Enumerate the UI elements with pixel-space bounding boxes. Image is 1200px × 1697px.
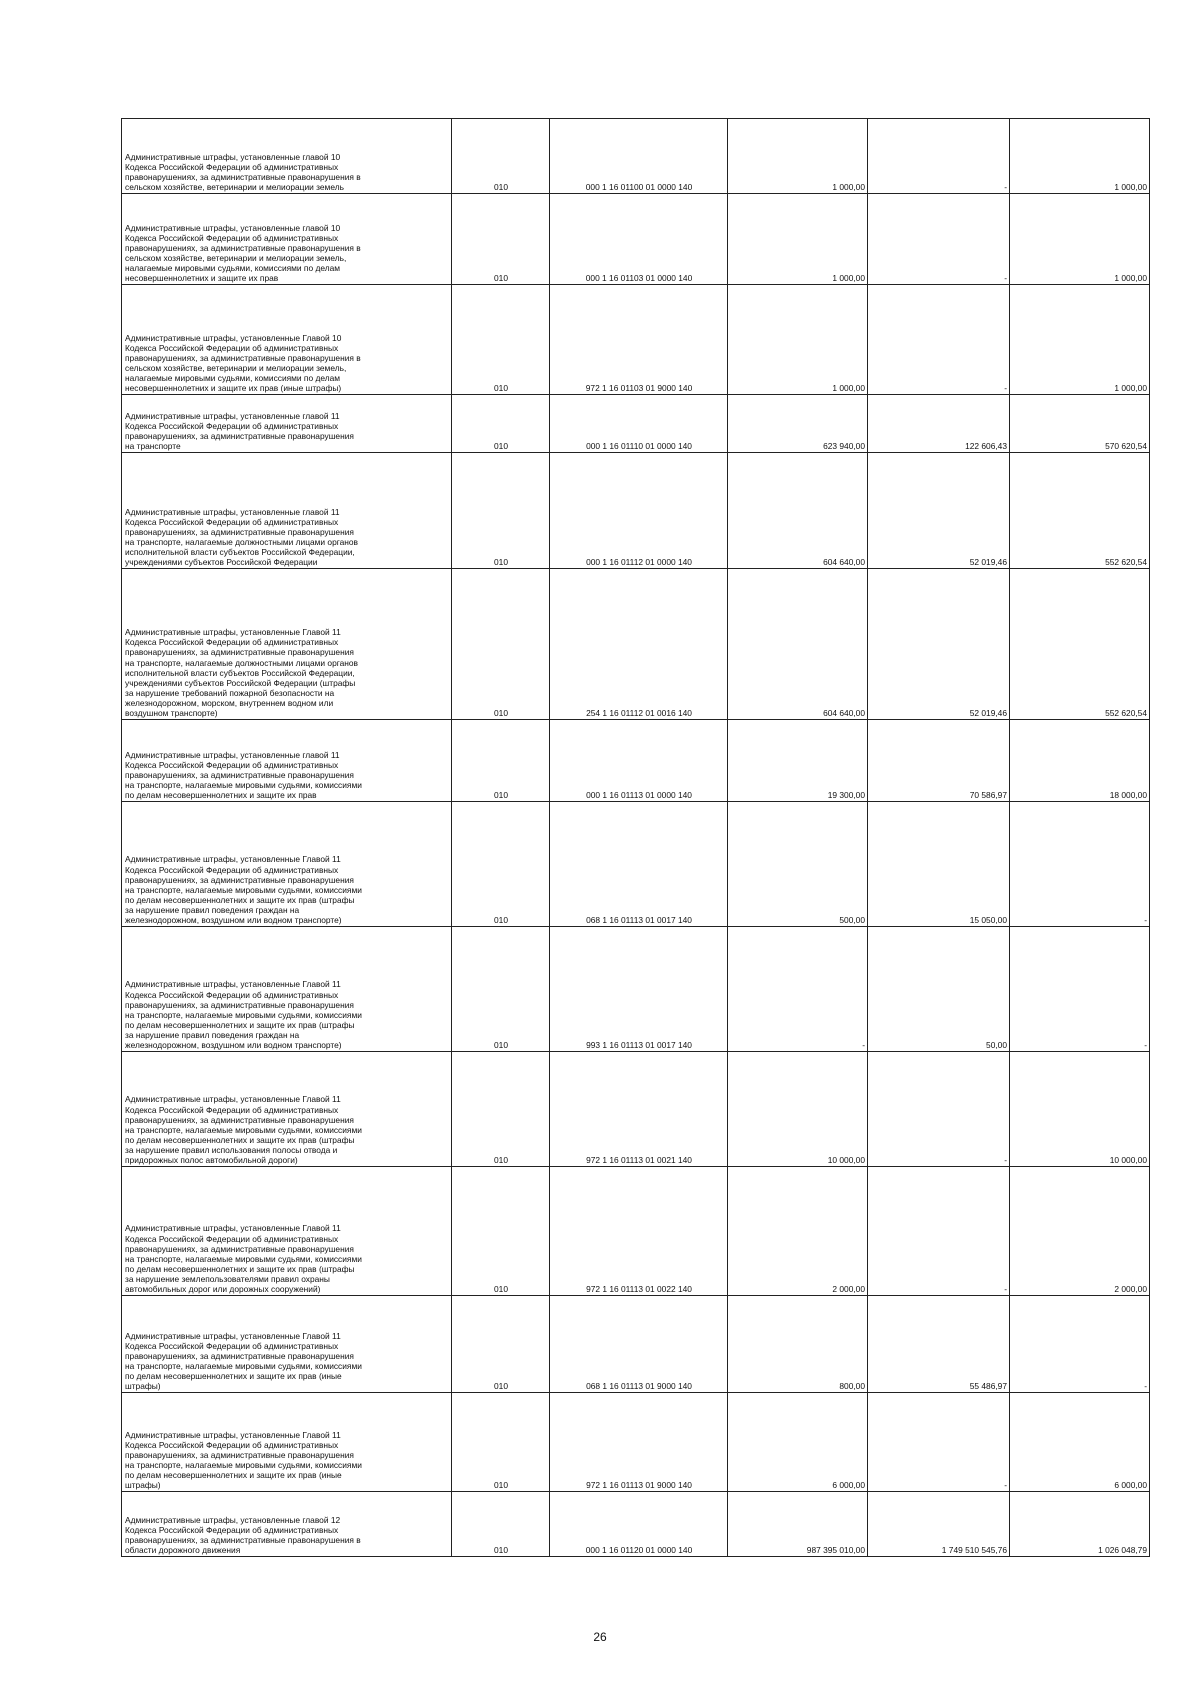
table-row — [122, 119, 1150, 194]
line-code: 010 — [452, 1052, 550, 1167]
remaining-amount: 6 000,00 — [1010, 1393, 1150, 1492]
approved-amount: 604 640,00 — [728, 453, 868, 569]
table-row — [122, 927, 1150, 1052]
income-name: Административные штрафы, установленные главой 10 Кодекса Российской Федерации об административных правонарушениях, за административные правонарушения в сельском хозяйстве, ветеринарии и мелиорации земель — [122, 119, 452, 194]
approved-amount: 2 000,00 — [728, 1167, 868, 1296]
income-name: Административные штрафы, установленные Главой 10 Кодекса Российской Федерации об административных правонарушениях, за административные правонарушения в сельском хозяйстве, ветеринарии и мелиорации земель, налагаемые мировыми судьями, комиссиями по делам несовершеннолетних и защите их прав (иные штрафы) — [122, 285, 452, 395]
remaining-amount: 18 000,00 — [1010, 720, 1150, 802]
line-code: 010 — [452, 119, 550, 194]
budget-classification-code: 000 1 16 01113 01 0000 140 — [550, 720, 728, 802]
remaining-amount: 1 000,00 — [1010, 194, 1150, 285]
line-code: 010 — [452, 927, 550, 1052]
income-name: Административные штрафы, установленные Главой 11 Кодекса Российской Федерации об административных правонарушениях, за административные правонарушения на транспорте, налагаемые мировыми судьями, комиссиями по делам несовершеннолетних и защите их прав (штрафы за нарушение правил поведения граждан на железнодорожном, воздушном или водном транспорте) — [122, 927, 452, 1052]
table-row — [122, 194, 1150, 285]
table-row — [122, 1167, 1150, 1296]
executed-amount: 15 050,00 — [868, 802, 1010, 927]
remaining-amount: - — [1010, 1296, 1150, 1393]
income-name: Административные штрафы, установленные Главой 11 Кодекса Российской Федерации об административных правонарушениях, за административные правонарушения на транспорте, налагаемые мировыми судьями, комиссиями по делам несовершеннолетних и защите их прав (штрафы за нарушение правил использования полосы отвода и придорожных полос автомобильной дороги) — [122, 1052, 452, 1167]
executed-amount: - — [868, 1167, 1010, 1296]
income-name: Административные штрафы, установленные Главой 11 Кодекса Российской Федерации об административных правонарушениях, за административные правонарушения на транспорте, налагаемые мировыми судьями, комиссиями по делам несовершеннолетних и защите их прав (иные штрафы) — [122, 1296, 452, 1393]
table-row — [122, 395, 1150, 453]
budget-classification-code: 068 1 16 01113 01 0017 140 — [550, 802, 728, 927]
approved-amount: 604 640,00 — [728, 569, 868, 720]
remaining-amount: 10 000,00 — [1010, 1052, 1150, 1167]
income-name: Административные штрафы, установленные Главой 11 Кодекса Российской Федерации об административных правонарушениях, за административные правонарушения на транспорте, налагаемые мировыми судьями, комиссиями по делам несовершеннолетних и защите их прав (штрафы за нарушение землепользователями правил охраны автомобильных дорог или дорожных сооружений) — [122, 1167, 452, 1296]
table-row — [122, 720, 1150, 802]
budget-classification-code: 068 1 16 01113 01 9000 140 — [550, 1296, 728, 1393]
table-row — [122, 802, 1150, 927]
page-number: 26 — [593, 1630, 607, 1644]
line-code: 010 — [452, 395, 550, 453]
line-code: 010 — [452, 569, 550, 720]
line-code: 010 — [452, 720, 550, 802]
income-name: Административные штрафы, установленные главой 10 Кодекса Российской Федерации об административных правонарушениях, за административные правонарушения в сельском хозяйстве, ветеринарии и мелиорации земель, налагаемые мировыми судьями, комиссиями по делам несовершеннолетних и защите их прав — [122, 194, 452, 285]
budget-classification-code: 000 1 16 01112 01 0000 140 — [550, 453, 728, 569]
line-code: 010 — [452, 194, 550, 285]
remaining-amount: 1 000,00 — [1010, 119, 1150, 194]
approved-amount: 623 940,00 — [728, 395, 868, 453]
line-code: 010 — [452, 1167, 550, 1296]
table-row — [122, 1296, 1150, 1393]
budget-classification-code: 972 1 16 01113 01 0021 140 — [550, 1052, 728, 1167]
executed-amount: - — [868, 1052, 1010, 1167]
budget-classification-code: 000 1 16 01100 01 0000 140 — [550, 119, 728, 194]
remaining-amount: 552 620,54 — [1010, 569, 1150, 720]
budget-classification-code: 000 1 16 01110 01 0000 140 — [550, 395, 728, 453]
remaining-amount: - — [1010, 927, 1150, 1052]
approved-amount: - — [728, 927, 868, 1052]
executed-amount: 52 019,46 — [868, 569, 1010, 720]
table-row — [122, 453, 1150, 569]
executed-amount: 55 486,97 — [868, 1296, 1010, 1393]
remaining-amount: 1 000,00 — [1010, 285, 1150, 395]
table-row — [122, 569, 1150, 720]
line-code: 010 — [452, 802, 550, 927]
approved-amount: 500,00 — [728, 802, 868, 927]
approved-amount: 10 000,00 — [728, 1052, 868, 1167]
executed-amount: - — [868, 1393, 1010, 1492]
income-name: Административные штрафы, установленные Главой 11 Кодекса Российской Федерации об административных правонарушениях, за административные правонарушения на транспорте, налагаемые мировыми судьями, комиссиями по делам несовершеннолетних и защите их прав (иные штрафы) — [122, 1393, 452, 1492]
budget-classification-code: 993 1 16 01113 01 0017 140 — [550, 927, 728, 1052]
line-code: 010 — [452, 1492, 550, 1557]
approved-amount: 1 000,00 — [728, 119, 868, 194]
line-code: 010 — [452, 1296, 550, 1393]
executed-amount: - — [868, 285, 1010, 395]
remaining-amount: 552 620,54 — [1010, 453, 1150, 569]
income-name: Административные штрафы, установленные Главой 11 Кодекса Российской Федерации об административных правонарушениях, за административные правонарушения на транспорте, налагаемые мировыми судьями, комиссиями по делам несовершеннолетних и защите их прав (штрафы за нарушение правил поведения граждан на железнодорожном, воздушном или водном транспорте) — [122, 802, 452, 927]
table-row — [122, 1052, 1150, 1167]
executed-amount: 70 586,97 — [868, 720, 1010, 802]
budget-classification-code: 972 1 16 01103 01 9000 140 — [550, 285, 728, 395]
line-code: 010 — [452, 453, 550, 569]
executed-amount: 50,00 — [868, 927, 1010, 1052]
remaining-amount: 2 000,00 — [1010, 1167, 1150, 1296]
budget-classification-code: 972 1 16 01113 01 9000 140 — [550, 1393, 728, 1492]
budget-classification-code: 254 1 16 01112 01 0016 140 — [550, 569, 728, 720]
executed-amount: 52 019,46 — [868, 453, 1010, 569]
executed-amount: - — [868, 119, 1010, 194]
approved-amount: 6 000,00 — [728, 1393, 868, 1492]
executed-amount: - — [868, 194, 1010, 285]
income-name: Административные штрафы, установленные главой 12 Кодекса Российской Федерации об административных правонарушениях, за административные правонарушения в области дорожного движения — [122, 1492, 452, 1557]
budget-classification-code: 972 1 16 01113 01 0022 140 — [550, 1167, 728, 1296]
approved-amount: 1 000,00 — [728, 194, 868, 285]
executed-amount: 1 749 510 545,76 — [868, 1492, 1010, 1557]
approved-amount: 987 395 010,00 — [728, 1492, 868, 1557]
income-name: Административные штрафы, установленные главой 11 Кодекса Российской Федерации об административных правонарушениях, за административные правонарушения на транспорте, налагаемые мировыми судьями, комиссиями по делам несовершеннолетних и защите их прав — [122, 720, 452, 802]
income-name: Административные штрафы, установленные главой 11 Кодекса Российской Федерации об административных правонарушениях, за административные правонарушения на транспорте — [122, 395, 452, 453]
table-row — [122, 1393, 1150, 1492]
remaining-amount: - — [1010, 802, 1150, 927]
approved-amount: 19 300,00 — [728, 720, 868, 802]
approved-amount: 800,00 — [728, 1296, 868, 1393]
income-name: Административные штрафы, установленные главой 11 Кодекса Российской Федерации об административных правонарушениях, за административные правонарушения на транспорте, налагаемые должностными лицами органов исполнительной власти субъектов Российской Федерации, учреждениями субъектов Российской Федерации — [122, 453, 452, 569]
remaining-amount: 1 026 048,79 — [1010, 1492, 1150, 1557]
remaining-amount: 570 620,54 — [1010, 395, 1150, 453]
revenue-table — [121, 118, 1150, 1557]
table-row — [122, 1492, 1150, 1557]
approved-amount: 1 000,00 — [728, 285, 868, 395]
budget-classification-code: 000 1 16 01103 01 0000 140 — [550, 194, 728, 285]
table-row — [122, 285, 1150, 395]
income-name: Административные штрафы, установленные Главой 11 Кодекса Российской Федерации об административных правонарушениях, за административные правонарушения на транспорте, налагаемые должностными лицами органов исполнительной власти субъектов Российской Федерации, учреждениями субъектов Российской Федерации (штрафы за нарушение требований пожарной безопасности на железнодорожном, морском, внутреннем водном или воздушном транспорте) — [122, 569, 452, 720]
line-code: 010 — [452, 285, 550, 395]
budget-classification-code: 000 1 16 01120 01 0000 140 — [550, 1492, 728, 1557]
line-code: 010 — [452, 1393, 550, 1492]
executed-amount: 122 606,43 — [868, 395, 1010, 453]
